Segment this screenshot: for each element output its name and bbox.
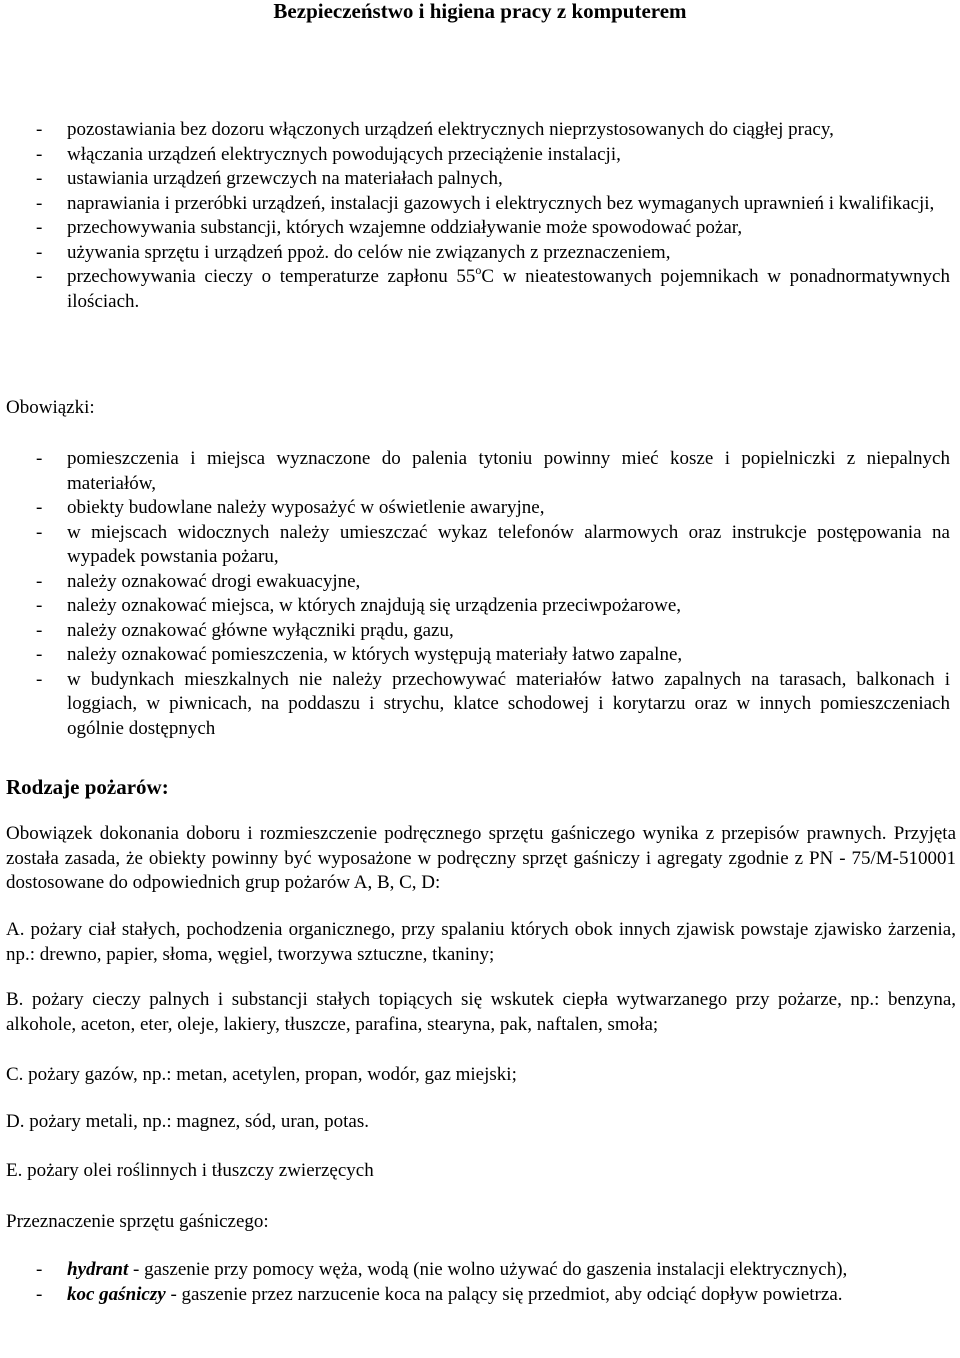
equipment-list xyxy=(0,1258,960,1307)
fire-types-heading: Rodzaje pożarów: xyxy=(6,775,169,799)
list-item: - koc gaśniczy - gaszenie przez narzucenie koca na palący się przedmiot, aby odciąć dopływ powietrza. xyxy=(36,1283,843,1305)
fire-type-d: D. pożary metali, np.: magnez, sód, uran, potas. xyxy=(6,1111,370,1132)
list-item: - należy oznakować miejsca, w których znajdują się urządzenia przeciwpożarowe, xyxy=(36,595,682,616)
fire-type-c: C. pożary gazów, np.: metan, acetylen, propan, wodór, gaz miejski; xyxy=(6,1064,517,1085)
list-item: - pomieszczenia i miejsca wyznaczone do palenia tytoniu powinny mieć kosze i popielniczki z niepalnych materiałów, xyxy=(36,448,950,494)
list-item: - należy oznakować główne wyłączniki prądu, gazu, xyxy=(36,619,454,641)
equipment-term: koc gaśniczy xyxy=(67,1283,166,1305)
obligations-label: Obowiązki: xyxy=(6,397,95,418)
list-item: - ustawiania urządzeń grzewczych na materiałach palnych, xyxy=(36,168,503,189)
fire-type-a: A. pożary ciał stałych, pochodzenia organicznego, przy spalaniu których obok innych zjawisk powstaje zjawisko żarzenia, np.: drewno, papier, słoma, węgiel, tworzywa sztuczne, tkaniny; xyxy=(6,919,956,965)
list-item: - w budynkach mieszkalnych nie należy przechowywać materiałów łatwo zapalnych na tarasach, balkonach i loggiach, w piwnicach, na poddaszu i strychu, klatce schodowej i korytarzu oraz w innych pomieszczeniach ogólnie dostępnych xyxy=(36,668,950,739)
obligations-list xyxy=(0,447,960,741)
list-item: - przechowywania substancji, których wzajemne oddziaływanie może spowodować pożar, xyxy=(36,217,743,238)
equipment-label: Przeznaczenie sprzętu gaśniczego: xyxy=(6,1211,269,1232)
list-item: - włączania urządzeń elektrycznych powodujących przeciążenie instalacji, xyxy=(36,143,621,165)
list-item: - przechowywania cieczy o temperaturze zapłonu 55$^o$C w nieatestowanych pojemnikach w ponadnormatywnych ilościach. xyxy=(36,263,950,312)
fire-type-b: B. pożary cieczy palnych i substancji stałych topiących się wskutek ciepła wytwarzanego przy pożarze, np.: benzyna, alkohole, aceton, eter, oleje, lakiery, tłuszcze, parafina, stearyna, pak, naftalen, smoła; xyxy=(6,989,956,1035)
list-item: - hydrant - gaszenie przy pomocy węża, wodą (nie wolno używać do gaszenia instalacji elektrycznych), xyxy=(36,1259,848,1280)
fire-types-intro: Obowiązek dokonania doboru i rozmieszczenie podręcznego sprzętu gaśniczego wynika z przepisów prawnych. Przyjęta została zasada, że obiekty powinny być wyposażone w podręczny sprzęt gaśniczy i agregaty zgodnie z PN - 75/M-510001 dostosowane do odpowiednich grup pożarów A, B, C, D: xyxy=(6,823,956,893)
list-item: - należy oznakować drogi ewakuacyjne, xyxy=(36,570,361,592)
list-item: - używania sprzętu i urządzeń ppoż. do celów nie związanych z przeznaczeniem, xyxy=(36,241,671,263)
fire-type-e: E. pożary olei roślinnych i tłuszczy zwierzęcych xyxy=(6,1160,374,1181)
list-item: - należy oznakować pomieszczenia, w których występują materiały łatwo zapalne, xyxy=(36,644,683,665)
equipment-term: hydrant xyxy=(67,1259,129,1280)
list-item: - obiekty budowlane należy wyposażyć w oświetlenie awaryjne, xyxy=(36,497,545,518)
page-title: Bezpieczeństwo i higiena pracy z komputerem xyxy=(273,0,687,23)
list-item: - pozostawiania bez dozoru włączonych urządzeń elektrycznych nieprzystosowanych do ciągłej pracy, xyxy=(36,119,834,140)
list-item: - w miejscach widocznych należy umieszczać wykaz telefonów alarmowych oraz instrukcje postępowania na wypadek powstania pożaru, xyxy=(36,521,950,567)
list-item: - naprawiania i przeróbki urządzeń, instalacji gazowych i elektrycznych bez wymaganych uprawnień i kwalifikacji, xyxy=(36,192,935,214)
prohibitions-list xyxy=(0,118,960,314)
